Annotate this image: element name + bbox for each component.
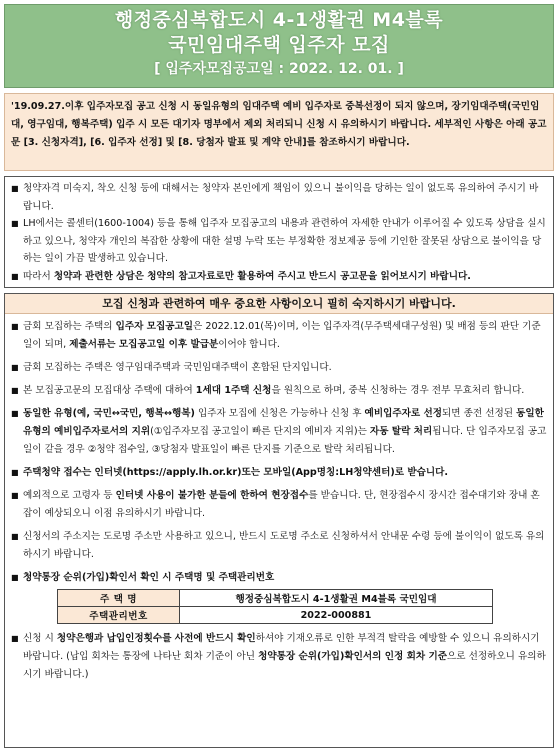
caution-text: 청약자격 미숙지, 착오 신청 등에 대해서는 청약자 본인에게 책임이 있으니 불이익을 당하는 일이 없도록 유의하여 주시기 바랍니다. bbox=[23, 183, 539, 212]
important-info-box bbox=[4, 293, 554, 748]
list-item: ■ 금회 모집하는 주택의 입주자 모집공고일은 2022.12.01(목)이며, 이는 입주자격(무주택세대구성원) 및 배점 등의 판단 기준일이 되며, 제출서류는 모집공고일 이후 발급분이어야 합니다. bbox=[11, 318, 547, 354]
bullet-icon: ■ bbox=[11, 409, 19, 418]
list-item bbox=[11, 268, 547, 286]
list-item: ■ 신청 시 청약은행과 납입인정횟수를 사전에 반드시 확인하셔야 기재오류로 인한 부적격 탈락을 예방할 수 있으니 유의하시기 바랍니다. (납입 회차는 통장에 나타난 회차 기준이 아닌 청약통장 순위(가입)확인서의 인정 회차 기준으로 선정하오니 유의하시기 바랍니다.) bbox=[11, 630, 547, 684]
announcement-header bbox=[4, 4, 554, 88]
list-item bbox=[11, 215, 547, 268]
caution-box bbox=[4, 176, 554, 288]
list-item: ■ 주택청약 접수는 인터넷(https://apply.lh.or.kr)또는 모바일(App명칭:LH청약센터)로 받습니다. bbox=[11, 464, 547, 482]
house-name-value: 행정중심복합도시 4-1생활권 M4블록 국민임대 bbox=[180, 590, 493, 607]
house-number-label: 주택관리번호 bbox=[58, 607, 180, 624]
house-name-label: 주 택 명 bbox=[58, 590, 180, 607]
table-row bbox=[58, 590, 493, 607]
list-item: ■ 본 모집공고문의 모집대상 주택에 대하여 1세대 1주택 신청을 원칙으로 하며, 중복 신청하는 경우 전부 무효처리 합니다. bbox=[11, 382, 547, 400]
house-number-value: 2022-000881 bbox=[180, 607, 493, 624]
duplicate-selection-notice: '19.09.27.이후 입주자모집 공고 신청 시 동일유형의 임대주택 예비 입주자로 중복선정이 되지 않으며, 장기임대주택(국민임대, 영구임대, 행복주택) 입주 시 모든 대기자 명부에서 제외 처리되니 신청 시 유의하시기 바랍니다. 세부적인 사항은 아래 공고문 [3. 신청자격], [6. 입주자 선정] 및 [8. 당첨자 발표 및 계약 안내]를 참조하시기 바랍니다. bbox=[4, 93, 554, 171]
bullet-icon: ■ bbox=[11, 219, 19, 228]
bullet-icon: ■ bbox=[11, 634, 19, 643]
bullet-icon: ■ bbox=[11, 322, 19, 331]
bullet-icon: ■ bbox=[11, 573, 19, 582]
bullet-icon: ■ bbox=[11, 363, 19, 372]
list-item bbox=[11, 180, 547, 215]
bullet-icon: ■ bbox=[11, 532, 19, 541]
list-item: ■ 청약통장 순위(가입)확인서 확인 시 주택명 및 주택관리번호 bbox=[11, 569, 547, 587]
header-title-line2: 국민임대주택 입주자 모집 bbox=[168, 34, 390, 56]
bullet-icon: ■ bbox=[11, 184, 19, 193]
caution-text: LH에서는 콜센터(1600-1004) 등을 통해 입주자 모집공고의 내용과 관련하여 자세한 안내가 이루어질 수 있도록 상담을 실시하고 있으나, 청약자 개인의 복잡한 상황에 대한 설명 누락 또는 부정확한 정보제공 등에 기인한 잘못된 상담으로 불이익을 당하는 일이 가끔 발생하고 있습니다. bbox=[23, 218, 546, 264]
list-item: ■ 동일한 유형(예, 국민↔국민, 행복↔행복) 입주자 모집에 신청은 가능하나 신청 후 예비입주자로 선정되면 종전 선정된 동일한 유형의 예비입주자로서의 지위(①입주자모집 공고일이 빠른 단지의 예비자 지위)는 자동 탈락 처리됩니다. 단 입주자모집 공고일이 같을 경우 ②청약 접수일, ③당첨자 발표일이 빠른 단지를 기준으로 탈락 처리됩니다. bbox=[11, 405, 547, 459]
house-info-table bbox=[57, 589, 493, 624]
bullet-icon: ■ bbox=[11, 271, 19, 281]
bullet-icon: ■ bbox=[11, 491, 19, 500]
header-date: [ 입주자모집공고일 : 2022. 12. 01. ] bbox=[154, 61, 404, 77]
list-item: ■ 예외적으로 고령자 등 인터넷 사용이 불가한 분들에 한하여 현장접수를 받습니다. 단, 현장접수시 장시간 접수대기와 장내 혼잡이 예상되오니 이점 유의하시기 바랍니다. bbox=[11, 487, 547, 523]
table-row bbox=[58, 607, 493, 624]
bullet-icon: ■ bbox=[11, 468, 19, 477]
list-item: ■ 금회 모집하는 주택은 영구임대주택과 국민임대주택이 혼합된 단지입니다. bbox=[11, 359, 547, 377]
important-info-title: 모집 신청과 관련하여 매우 중요한 사항이오니 필히 숙지하시기 바랍니다. bbox=[5, 294, 553, 314]
list-item: ■ 신청서의 주소지는 도로명 주소만 사용하고 있으니, 반드시 도로명 주소로 신청하셔서 안내문 수령 등에 불이익이 없도록 유의하시기 바랍니다. bbox=[11, 528, 547, 564]
caution-text: 따라서 청약과 관련한 상담은 청약의 참고자료로만 활용하여 주시고 반드시 공고문을 읽어보시기 바랍니다. bbox=[23, 270, 471, 282]
bullet-icon: ■ bbox=[11, 386, 19, 395]
header-title-line1: 행정중심복합도시 4-1생활권 M4블록 bbox=[114, 9, 444, 31]
